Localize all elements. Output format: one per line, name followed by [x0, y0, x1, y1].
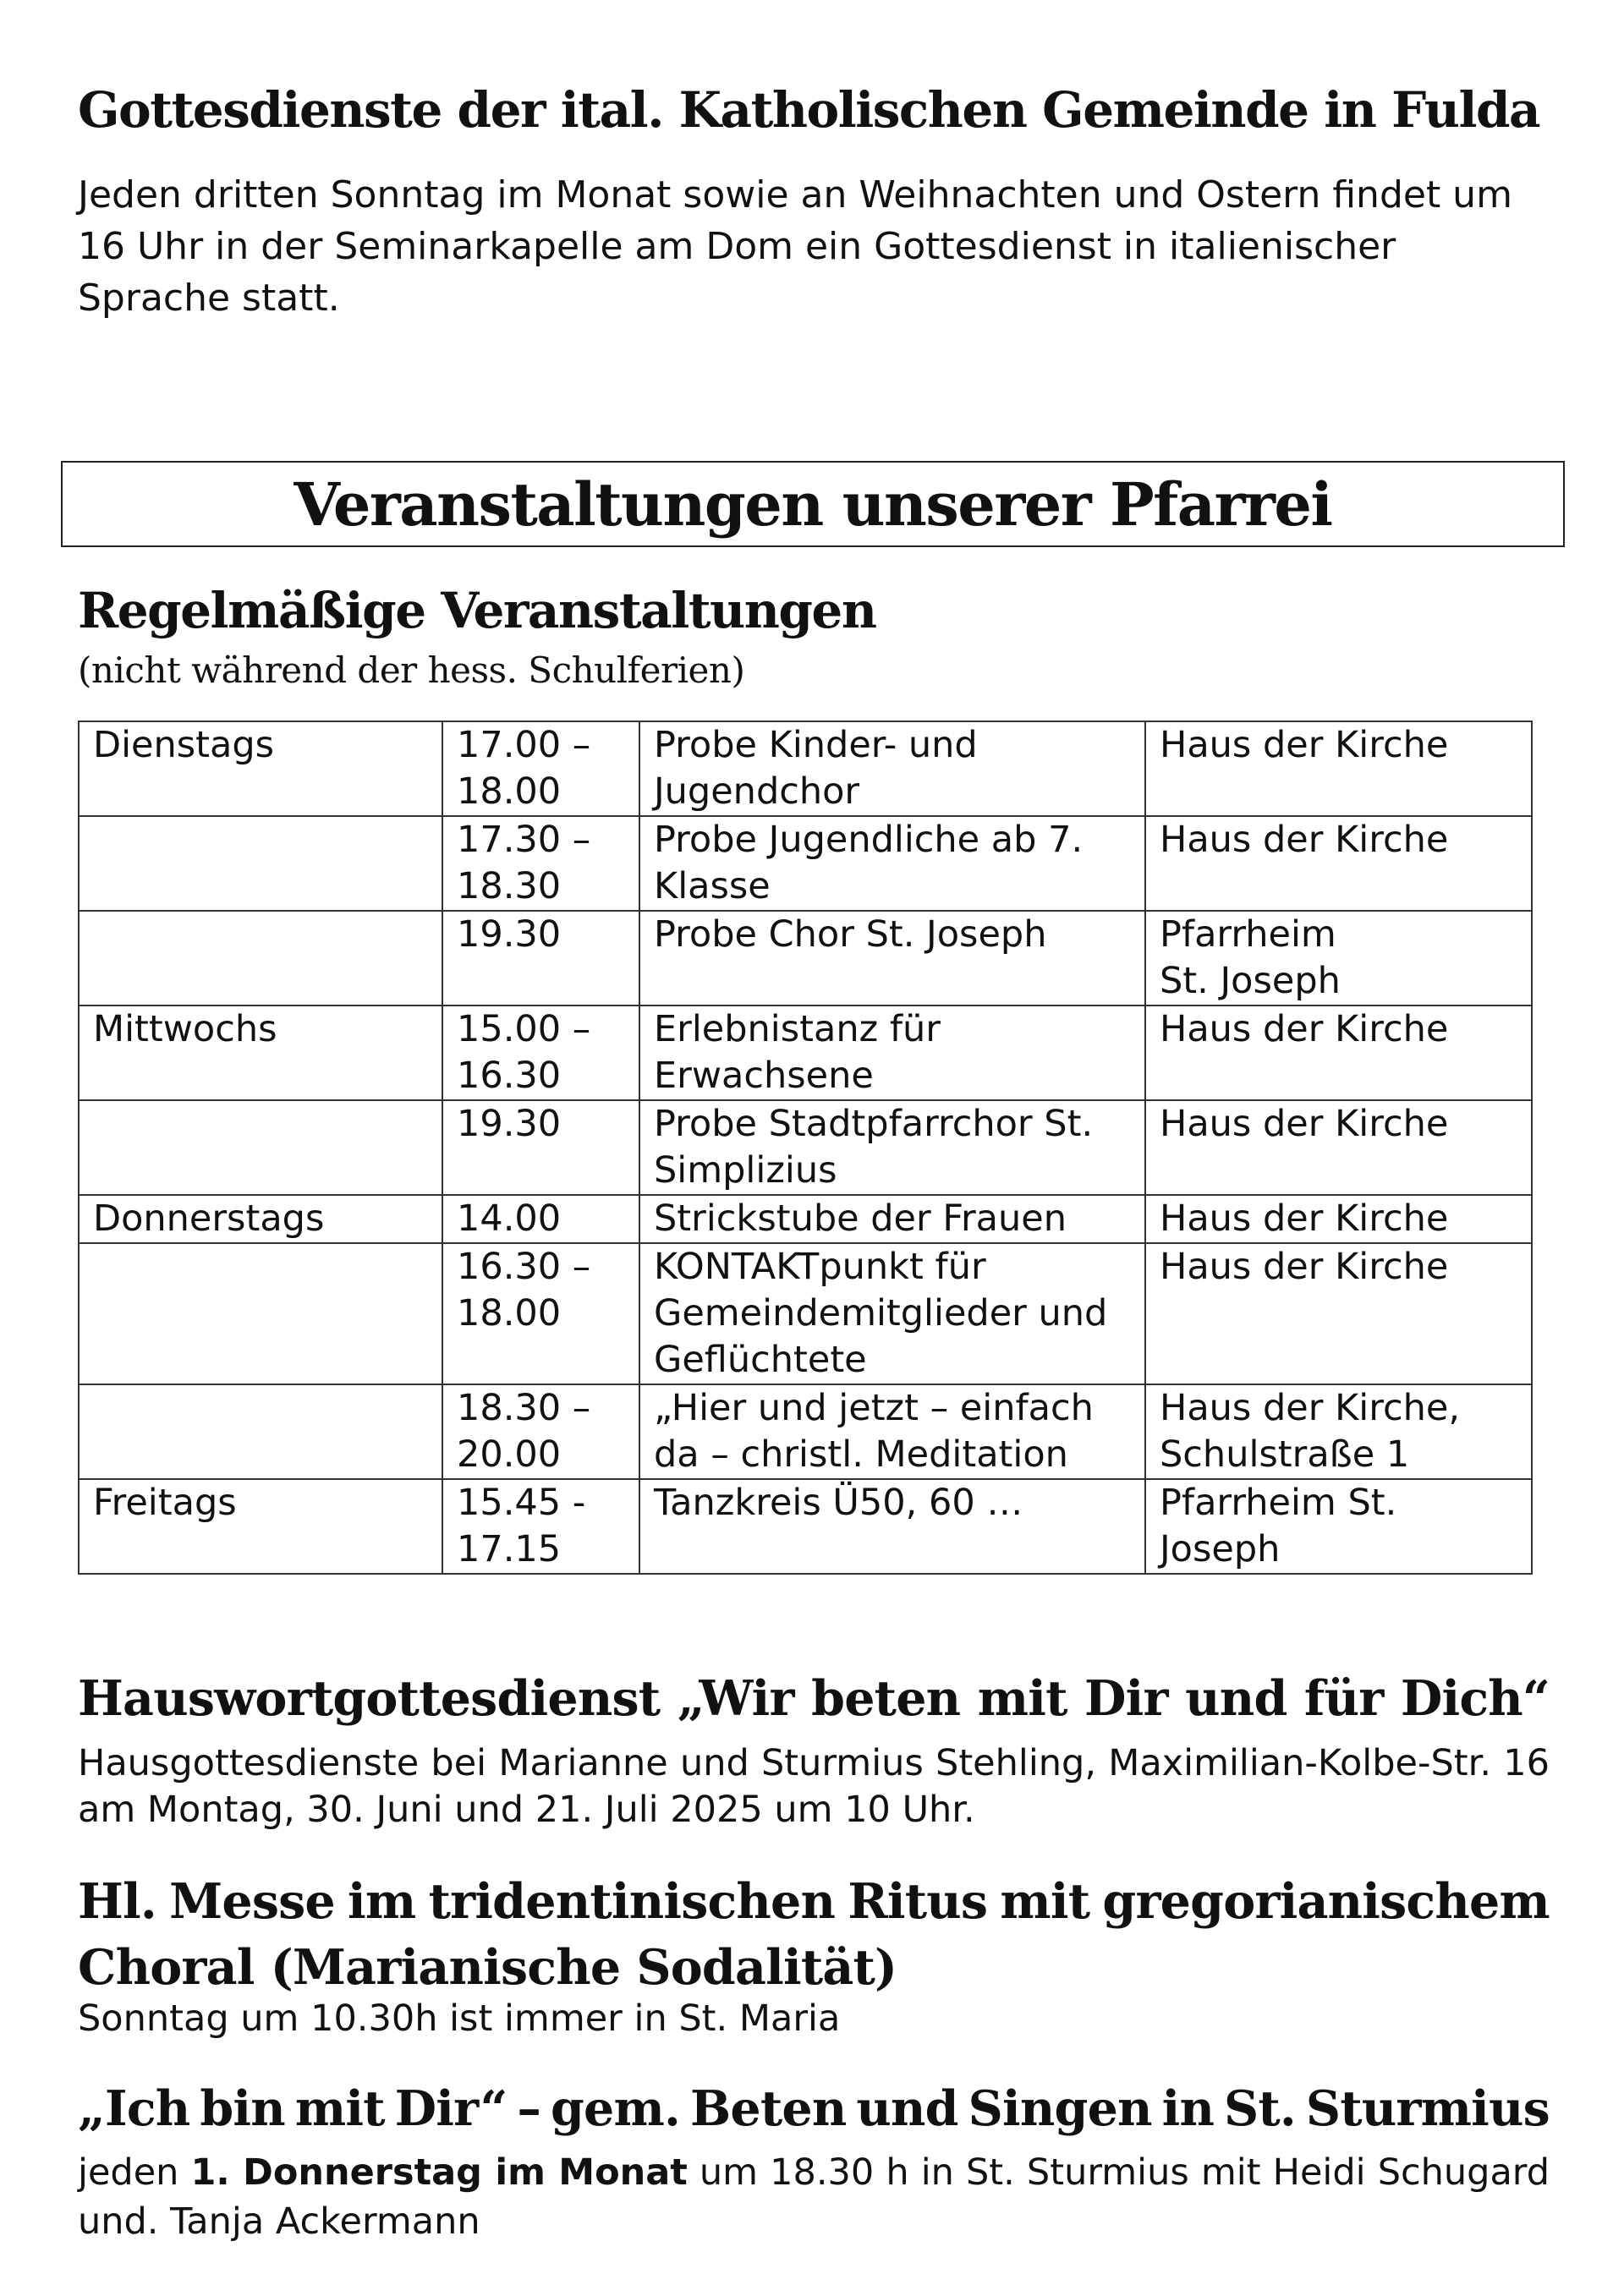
cell-place-line: Pfarrheim St.	[1160, 1482, 1397, 1524]
cell-time	[442, 721, 639, 816]
cell-time	[442, 911, 639, 1006]
table-row	[79, 1243, 1532, 1384]
table-row	[79, 1100, 1532, 1195]
cell-place-line: St. Joseph	[1160, 960, 1341, 1002]
cell-place-line: Haus der Kirche	[1160, 1103, 1449, 1145]
cell-time	[442, 1243, 639, 1384]
cell-place	[1145, 816, 1532, 911]
cell-place	[1145, 1195, 1532, 1243]
cell-day	[79, 816, 442, 911]
prayer-singing-title-word: „Ich	[78, 2080, 190, 2137]
prayer-singing-title-word: mit	[294, 2080, 385, 2137]
tridentine-mass-title-word: im	[348, 1873, 416, 1930]
cell-time	[442, 1100, 639, 1195]
cell-place-line: Haus der Kirche	[1160, 819, 1449, 861]
cell-place-line: Haus der Kirche	[1160, 1008, 1449, 1050]
regular-events-title: Regelmäßige Veranstaltungen	[78, 582, 876, 639]
cell-event-line: Probe Kinder- und	[654, 724, 978, 766]
cell-place-line: Haus der Kirche	[1160, 724, 1449, 766]
cell-event	[639, 1195, 1145, 1243]
cell-place	[1145, 1384, 1532, 1479]
prayer-singing-title-word: gem.	[550, 2080, 681, 2137]
cell-event-line: Probe Chor St. Joseph	[654, 913, 1047, 956]
prayer-singing-title	[78, 2080, 1550, 2137]
table-row	[79, 1479, 1532, 1574]
cell-place-line: Joseph	[1160, 1528, 1281, 1570]
cell-event-line: Erwachsene	[654, 1055, 874, 1097]
prayer-singing-title-word: Beten	[689, 2080, 847, 2137]
events-banner	[61, 461, 1565, 547]
cell-place	[1145, 1243, 1532, 1384]
prayer-singing-title-word: bin	[200, 2080, 285, 2137]
house-service-title-word: für	[1303, 1670, 1384, 1727]
prayer-text-post: um 18.30 h in St. Sturmius mit Heidi Schugard und. Tanja Ackermann	[78, 2151, 1550, 2243]
table-row	[79, 1195, 1532, 1243]
table-row	[79, 1384, 1532, 1479]
cell-time-line: 16.30	[457, 1055, 562, 1097]
cell-place-line: Haus der Kirche	[1160, 1246, 1449, 1288]
tridentine-mass-title	[78, 1869, 1550, 2001]
house-service-title-word: Dir	[1084, 1670, 1168, 1727]
house-service-title-word: mit	[977, 1670, 1067, 1727]
cell-day	[79, 1479, 442, 1574]
cell-time-line: 19.30	[457, 1103, 562, 1145]
tridentine-mass-text: Sonntag um 10.30h ist immer in St. Maria	[78, 1997, 841, 2040]
cell-event	[639, 1243, 1145, 1384]
cell-event-line: Probe Jugendliche ab 7.	[654, 819, 1084, 861]
prayer-singing-title-word: Dir“	[394, 2080, 508, 2137]
regular-events-table	[78, 721, 1533, 1575]
cell-place	[1145, 911, 1532, 1006]
cell-event-line: Probe Stadtpfarrchor St.	[654, 1103, 1094, 1145]
tridentine-mass-title-word: mit	[1000, 1873, 1090, 1930]
house-service-title	[78, 1670, 1550, 1727]
cell-event	[639, 1100, 1145, 1195]
cell-time-line: 17.15	[457, 1528, 562, 1570]
tridentine-mass-title-word: tridentinischen	[428, 1873, 836, 1930]
cell-time	[442, 1006, 639, 1100]
cell-time	[442, 1384, 639, 1479]
cell-event-line: Simplizius	[654, 1149, 837, 1192]
prayer-singing-title-word: in	[1161, 2080, 1215, 2137]
cell-time	[442, 1479, 639, 1574]
cell-day	[79, 1100, 442, 1195]
cell-time-line: 14.00	[457, 1197, 562, 1240]
cell-time-line: 19.30	[457, 913, 562, 956]
cell-event-line: Geflüchtete	[654, 1339, 867, 1381]
house-service-title-word: „Wir	[677, 1670, 794, 1727]
cell-time-line: 18.00	[457, 770, 562, 813]
cell-place-line: Haus der Kirche,	[1160, 1387, 1461, 1429]
cell-time-line: 17.30 –	[457, 819, 591, 861]
cell-day-text: Dienstags	[93, 724, 275, 766]
house-service-title-word: beten	[811, 1670, 961, 1727]
events-banner-title: Veranstaltungen unserer Pfarrei	[294, 469, 1332, 540]
prayer-singing-title-word: –	[517, 2080, 541, 2137]
cell-day-text: Freitags	[93, 1482, 237, 1524]
prayer-singing-title-word: Sturmius	[1305, 2080, 1550, 2137]
cell-day-text: Donnerstags	[93, 1197, 325, 1240]
cell-day	[79, 1195, 442, 1243]
cell-time-line: 18.30 –	[457, 1387, 591, 1429]
cell-day	[79, 1243, 442, 1384]
cell-day-text: Mittwochs	[93, 1008, 277, 1050]
tridentine-mass-title-word: Ritus	[848, 1873, 988, 1930]
house-service-text: Hausgottesdienste bei Marianne und Sturmius Stehling, Maximilian-Kolbe-Str. 16 am Montag, 30. Juni und 21. Juli 2025 um 10 Uhr.	[78, 1742, 1550, 1831]
cell-place	[1145, 1100, 1532, 1195]
regular-events-subtitle: (nicht während der hess. Schulferien)	[78, 649, 745, 691]
cell-event-line: Jugendchor	[654, 770, 860, 813]
cell-time-line: 15.00 –	[457, 1008, 591, 1050]
cell-time-line: 18.30	[457, 865, 562, 907]
cell-event	[639, 1006, 1145, 1100]
cell-event-line: Klasse	[654, 865, 771, 907]
cell-place	[1145, 1006, 1532, 1100]
cell-place-line: Haus der Kirche	[1160, 1197, 1449, 1240]
cell-event-line: Strickstube der Frauen	[654, 1197, 1067, 1240]
tridentine-mass-title-word: gregorianischem	[1102, 1873, 1550, 1930]
house-service-title-word: Hauswortgottesdienst	[78, 1670, 661, 1727]
prayer-text-pre: jeden	[78, 2151, 179, 2194]
tridentine-mass-title-line2: Choral (Marianische Sodalität)	[78, 1939, 897, 1996]
cell-day	[79, 911, 442, 1006]
cell-event	[639, 1384, 1145, 1479]
cell-event-line: KONTAKTpunkt für	[654, 1246, 986, 1288]
cell-event-line: Gemeindemitglieder und	[654, 1292, 1108, 1334]
cell-time-line: 17.00 –	[457, 724, 591, 766]
cell-event-line: Erlebnistanz für	[654, 1008, 941, 1050]
cell-time-line: 16.30 –	[457, 1246, 591, 1288]
cell-event	[639, 1479, 1145, 1574]
cell-time	[442, 816, 639, 911]
cell-place	[1145, 1479, 1532, 1574]
cell-time-line: 15.45 -	[457, 1482, 586, 1524]
cell-day	[79, 1384, 442, 1479]
prayer-singing-title-word: Singen	[968, 2080, 1152, 2137]
section-title-italian-services: Gottesdienste der ital. Katholischen Gemeinde in Fulda	[78, 81, 1540, 139]
table-row	[79, 911, 1532, 1006]
prayer-singing-title-word: St.	[1224, 2080, 1296, 2137]
house-service-title-word: und	[1185, 1670, 1287, 1727]
cell-time-line: 20.00	[457, 1433, 562, 1476]
table-row	[79, 816, 1532, 911]
cell-event	[639, 816, 1145, 911]
table-row	[79, 1006, 1532, 1100]
cell-place-line: Schulstraße 1	[1160, 1433, 1410, 1476]
cell-event-line: „Hier und jetzt – einfach	[654, 1387, 1094, 1429]
italian-services-text: Jeden dritten Sonntag im Monat sowie an Weihnachten und Ostern findet um 16 Uhr in der Seminarkapelle am Dom ein Gottesdienst in italienischer Sprache statt.	[78, 173, 1512, 320]
cell-place-line: Pfarrheim	[1160, 913, 1336, 956]
tridentine-mass-title-word: Messe	[169, 1873, 335, 1930]
cell-time	[442, 1195, 639, 1243]
table-row	[79, 721, 1532, 816]
cell-event-line: Tanzkreis Ü50, 60 …	[654, 1482, 1023, 1524]
prayer-singing-title-word: und	[856, 2080, 958, 2137]
prayer-singing-text	[78, 2148, 1550, 2246]
cell-event	[639, 911, 1145, 1006]
cell-day	[79, 721, 442, 816]
prayer-text-bold: 1. Donnerstag im Monat	[190, 2151, 688, 2194]
cell-day	[79, 1006, 442, 1100]
cell-event	[639, 721, 1145, 816]
tridentine-mass-title-line1	[78, 1869, 1550, 1935]
cell-place	[1145, 721, 1532, 816]
cell-event-line: da – christl. Meditation	[654, 1433, 1068, 1476]
cell-time-line: 18.00	[457, 1292, 562, 1334]
tridentine-mass-title-word: Hl.	[78, 1873, 156, 1930]
house-service-title-word: Dich“	[1400, 1670, 1550, 1727]
